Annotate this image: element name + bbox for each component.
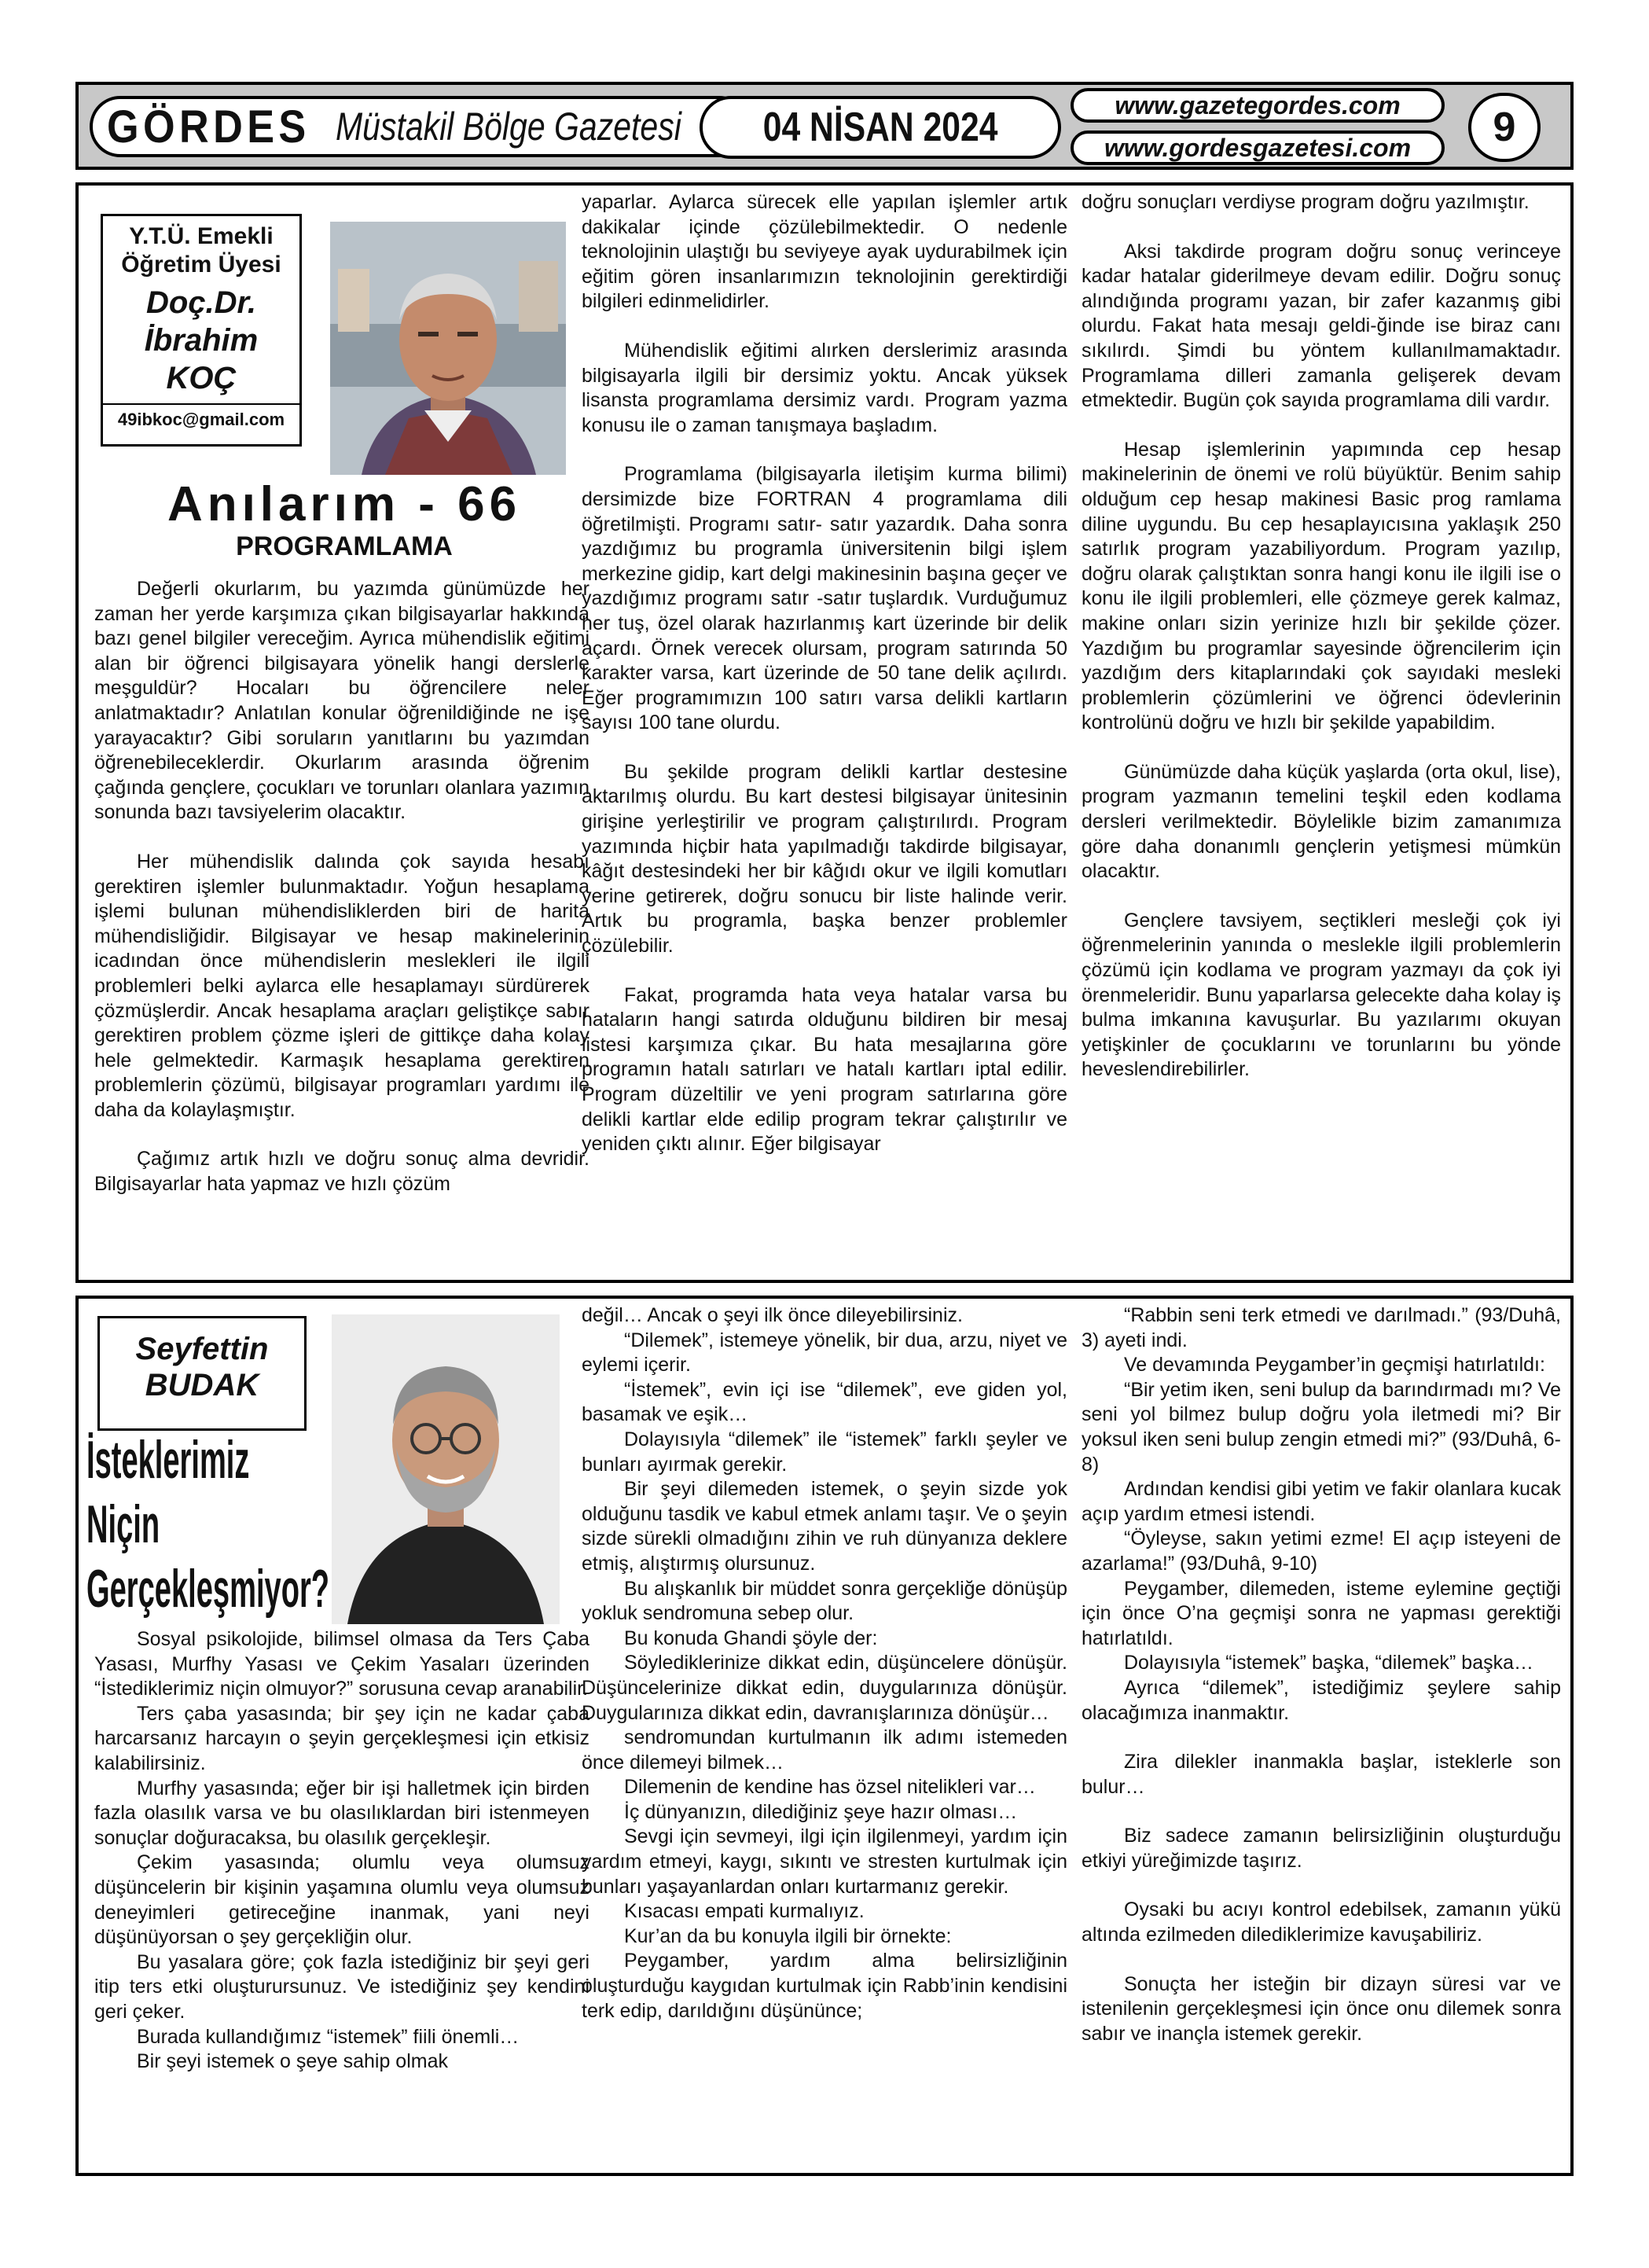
paragraph: Sevgi için sevmeyi, ilgi için ilgilenmeyi, yardım için yardım etmeyi, kaygı, sıkıntı ve stresten kurtulmak için bunları yaşayanlardan onları kurtarmanız gerekir. (582, 1825, 1067, 1898)
brand-name: GÖRDES (107, 101, 310, 153)
page-number: 9 (1468, 93, 1541, 162)
article-title-line-2: Niçin (86, 1494, 160, 1554)
paragraph: Bir şeyi dilemeden istemek, o şeyin sizde yok olduğunu tasdik ve kabul etmek anlamı taşır. Ve o şeyin sizde sürekli olmadığını zihin ve ruh dünyanıza deklere etmiş, alıştırmış olursunuz. (582, 1478, 1067, 1575)
paragraph: “Dilemek”, istemeye yönelik, bir dua, arzu, niyet ve eylemi içerir. (582, 1329, 1067, 1377)
author-photo (332, 1314, 560, 1624)
paragraph: Hesap işlemlerinin yapımında cep hesap makinelerinin de önemi ve rolü büyüktür. Benim sahip olduğum cep hesap makinesi Basic prog ramlama diline uygundu. Bu cep hesaplayıcısına yaklaşık 250 satırlık program yazabiliyordum. Program yazılıp, doğru olarak çalıştıktan sonra hangi konu ile ilgili ise o konu ile ilgili problemleri, elle çözmeye gerek kalmaz, makine onları sizin yerinize hızlı bir şekilde çözer. Yazdığım bu programlar sayesinde öğrencilerim için yazdığım ders kitaplarındaki çok sayıdaki mesleki problemlerin çözümlerini ve öğrenci ödevlerinin kontrolünü doğru ve hızlı bir şekilde yapabildim. (1082, 438, 1561, 734)
column-2 (582, 190, 1067, 1157)
paragraph: Peygamber, yardım alma belirsizliğinin oluşturduğu kaygıdan kurtulmak için Rabb’inin kendisini terk edip, darıldığını düşününce; (582, 1950, 1067, 2022)
paragraph: Aksi takdirde program doğru sonuç verinceye kadar hatalar giderilmeye devam edilir. Doğru sonuç alındığında programı yazan, bir zafer kazanmış gibi olurdu. Fakat hata mesajı geldi-ğinde ise biraz canı sıkılırdı. Şimdi bu yöntem kullanılmamaktadır. Programlama dilleri zamanla gelişerek devam etmektedir. Bugün çok sayıda programlama dili vardır. (1082, 240, 1561, 412)
paragraph: “İstemek”, evin içi ise “dilemek”, eve giden yol, basamak ve eşik… (582, 1378, 1067, 1426)
paragraph: Ters çaba yasasında; bir şey için ne kadar çaba harcarsanız harcayın o şeyin gerçekleşmesi için etkisiz kalabilirsiniz. (94, 1702, 589, 1774)
paragraph: doğru sonuçları verdiyse program doğru yazılmıştır. (1082, 191, 1530, 213)
paragraph: yaparlar. Aylarca sürecek elle yapılan işlemler artık dakikalar içinde çözülebilmektedir. O nedenle teknolojinin ulaştığı bu seviyeye ayak uydurabilmek için eğitim gören insanlarımızın teknolojinin gerektirdiği bilgileri edinmelidirler. (582, 191, 1067, 313)
column-2 (582, 1303, 1067, 2024)
paragraph: Kur’an da bu konuyla ilgili bir örnekte: (624, 1924, 952, 1947)
article-title: Anılarım - 66 (167, 477, 522, 531)
paragraph: Sosyal psikolojide, bilimsel olmasa da Ters Çaba Yasası, Murfhy Yasası ve Çekim Yasaları üzerinden “İstediklerimiz niçin olmuyor?” sorusuna cevap aranabilir. (94, 1628, 589, 1700)
author-photo (330, 222, 566, 475)
paragraph: İç dünyanızın, dilediğiniz şeye hazır olması… (624, 1800, 1018, 1823)
paragraph: Dilemenin de kendine has özsel nitelikleri var… (624, 1776, 1036, 1799)
masthead (75, 82, 1574, 170)
paragraph: Gençlere tavsiyem, seçtikleri mesleği çok iyi öğrenmelerinin yanında o meslekle ilgili problemlerin çözümü için kodlama ve program yazmayı da çok iyi örenmeleridir. Bunu yaparlarsa gelecekte daha kolay iş bulma imkanına kavuşurlar. Bu yazılarımı okuyan yetişkinler de çocuklarını ve torunlarını bu yönde heveslendirebilirler. (1082, 909, 1561, 1081)
paragraph: Bu konuda Ghandi şöyle der: (624, 1627, 878, 1649)
column-1 (94, 577, 589, 1197)
paragraph: Mühendislik eğitimi alırken derslerimiz arasında bilgisayarla ilgili bir dersimiz yoktu. Ancak yüksek lisansta programlama dersimiz vardı. Program yazma konusu ile o zaman tanışmaya başladım. (582, 339, 1067, 436)
brand-subtitle: Müstakil Bölge Gazetesi (336, 105, 682, 149)
author-box (97, 1316, 307, 1431)
paragraph: Peygamber, dilemeden, isteme eylemine geçtiği için önce O’na geçmişi sonra ne yapması gerektiği hatırlatıldı. (1082, 1577, 1561, 1649)
column-3 (1082, 190, 1561, 1083)
paragraph: Burada kullandığımız “istemek” fiili önemli… (137, 2025, 520, 2048)
paragraph: Ve devamında Peygamber’in geçmişi hatırlatıldı: (1124, 1354, 1545, 1377)
paragraph: Bu yasalara göre; çok fazla istediğiniz bir şeyi geri itip ters etki oluşturursunuz. Ve istediğiniz şey kendini geri çeker. (94, 1950, 589, 2023)
paragraph: Biz sadece zamanın belirsizliğinin oluşturduğu etkiyi yüreğimizde taşırız. (1082, 1825, 1561, 1872)
article-isteklerimiz (75, 1296, 1574, 2176)
author-name: Doç.Dr. İbrahim KOÇ (144, 285, 259, 395)
author-email[interactable]: 49ibkoc@gmail.com (103, 403, 299, 430)
paragraph: “Bir yetim iken, seni bulup da barındırmadı mı? Ve seni yol bilmez bulup doğru yola iletmedi mi? Bir yoksul iken seni bulup zengin etmedi mi?” (93/Duhâ, 6-8) (1082, 1378, 1561, 1476)
website-link-1[interactable]: www.gazetegordes.com (1071, 88, 1445, 123)
column-3 (1082, 1303, 1561, 2046)
paragraph: Değerli okurlarım, bu yazımda günümüzde her zaman her yerde karşımıza çıkan bilgisayarlar hakkında bazı genel bilgiler vereceğim. Ayrıca mühendislik eğitimi alan bir öğrenci bilgisayara yönelik hangi derslerle meşguldür? Hocaları bu öğrencilere neler anlatmaktadır? Anlatılan konular öğrenildiğinde ne işe yarayacaktır? Gibi soruların yanıtlarını bu yazımdan öğrenebileceklerdir. Okurlarım arasında öğrenim çağında gençlere, çocukları ve torunları olanlara yazımın sonunda bazı tavsiyelerim olacaktır. (94, 578, 589, 824)
author-name: Seyfettin BUDAK (135, 1332, 269, 1402)
paragraph: Fakat, programda hata veya hatalar varsa bu hataların hangi satırda olduğunu bildiren bir mesaj listesi karşımıza çıkar. Bu hata mesajlarına göre programın hatalı satırları ve hatalı kartları iptal edilir. Program düzeltilir ve yeni program satırlarına göre delikli kartlar elde edilip program tekrar çalıştırılır ve yeniden çıktı alınır. Eğer bilgisayar (582, 983, 1067, 1156)
paragraph: Bu alışkanlık bir müddet sonra gerçekliğe dönüşüp yokluk sendromuna sebep olur. (582, 1577, 1067, 1625)
paragraph: Programlama (bilgisayarla iletişim kurma bilimi) dersimizde bize FORTRAN 4 programlama dili öğretilmişti. Programı satır- satır yazardık. Daha sonra yazdığımız bu programla üniversitenin bilgi işlem merkezine gidip, kart delgi makinesinin başına geçer ve yazdığımız programı satır -satır tuşlardık. Vurduğumuz her tuş, özel olarak hazırlanmış kart üzerinde bir delik açardı. Örnek verecek olursam, program satırında 50 karakter varsa, kart üzerinde de 50 tane delik açılırdı. Eğer programımızın 100 satırı varsa delikli kartların sayısı 100 tane olurdu. (582, 463, 1067, 734)
paragraph: Dolayısıyla “dilemek” ile “istemek” farklı şeyler ve bunları ayırmak gerekir. (582, 1428, 1067, 1476)
paragraph: Günümüzde daha küçük yaşlarda (orta okul, lise), program yazmanın temelini teşkil eden kodlama dersleri verilmektedir. Böylelikle bizim zamanımıza göre daha donanımlı gençlerin yetişmesi mümkün olacaktır. (1082, 760, 1561, 883)
paragraph: Bu şekilde program delikli kartlar destesine aktarılmış olurdu. Bu kart destesi bilgisayar ünitesinin girişine yerleştirilir ve program çalıştırılırdı. Program yazımında hiçbir hata yapılmadığı takdirde bilgisayar, kâğıt destesindeki her bir kâğıdı okur ve ilgili komutları yerine getirerek, doğru sonucu bir liste halinde verir. Artık bu programla, başka benzer problemler çözülebilir. (582, 760, 1067, 958)
paragraph: Kısacası empati kurmalıyız. (624, 1900, 865, 1923)
article-title-line-3: Gerçekleşmiyor? (86, 1559, 330, 1619)
paragraph: “Rabbin seni terk etmedi ve darılmadı.” (93/Duhâ, 3) ayeti indi. (1082, 1304, 1561, 1351)
paragraph: Ardından kendisi gibi yetim ve fakir olanlara kucak açıp yardım etmesi istendi. (1082, 1478, 1561, 1525)
paragraph: Ayrıca “dilemek”, istediğimiz şeylere sahip olacağımıza inanmaktır. (1082, 1676, 1561, 1724)
author-title: Y.T.Ü. Emekli Öğretim Üyesi (121, 223, 281, 278)
website-link-2[interactable]: www.gordesgazetesi.com (1071, 130, 1445, 165)
paragraph: Murfhy yasasında; eğer bir işi halletmek için birden fazla olasılık varsa ve bu olasılıklardan biri istenmeyen sonuçlar doğuracaksa, bu olasılık gerçekleşir. (94, 1777, 589, 1849)
paragraph: Bir şeyi istemek o şeye sahip olmak (137, 2050, 448, 2073)
paragraph: Söylediklerinize dikkat edin, düşüncelere dönüşür. Düşüncelerinize dikkat edin, duygularınıza dönüşür. Duygularınıza dikkat edin, davranışlarınıza dönüşür… (582, 1652, 1067, 1724)
paragraph: değil… Ancak o şeyi ilk önce dileyebilirsiniz. (582, 1304, 963, 1326)
paragraph: sendromundan kurtulmanın ilk adımı istemeden önce dilemeyi bilmek… (582, 1726, 1067, 1774)
brand-pill (90, 96, 750, 157)
paragraph: Çekim yasasında; olumlu veya olumsuz düşüncelerin bir kişinin yaşamına olumlu veya olumsuz deneyimleri getireceğine inanmak, yani neyi düşünüyorsan o şey gerçekliğin olur. (94, 1851, 589, 1949)
paragraph: Dolayısıyla “istemek” başka, “dilemek” başka… (1124, 1652, 1533, 1674)
article-anilarim (75, 182, 1574, 1283)
paragraph: Zira dilekler inanmakla başlar, isteklerle son bulur… (1082, 1751, 1561, 1798)
paragraph: “Öyleyse, sakın yetimi ezme! El açıp isteyeni de azarlama!” (93/Duhâ, 9-10) (1082, 1527, 1561, 1575)
article-subtitle: PROGRAMLAMA (236, 531, 453, 561)
author-box (101, 214, 302, 447)
paragraph: Her mühendislik dalında çok sayıda hesabı gerektiren işlemler bulunmaktadır. Yoğun hesaplama işlemi bulunan mühendisliklerden biri de harita mühendisliğidir. Bilgisayar ve hesap makinelerinin icadından önce mühendislerin meslekleri ile ilgili problemleri belki aylarca elle hesaplamayı sürdürerek çözmüşlerdir. Ancak hesaplama araçları geliştikçe sabır gerektiren problem çözme işleri de gittikçe daha kolay hele gelmektedir. Karmaşık hesaplama gerektiren problemlerin çözümü, bilgisayar programları yardımı ile daha da kolaylaşmıştır. (94, 850, 589, 1121)
column-1 (94, 1627, 589, 2075)
paragraph: Sonuçta her isteğin bir dizayn süresi var ve istenilenin gerçekleşmesi için önce onu dilemek sonra sabır ve inançla istemek gerekir. (1082, 1972, 1561, 2045)
paragraph: Oysaki bu acıyı kontrol edebilsek, zamanın yükü altında ezilmeden dilediklerimize kavuşabiliriz. (1082, 1899, 1561, 1946)
article-title-line-1: İsteklerimiz (86, 1430, 250, 1490)
paragraph: Çağımız artık hızlı ve doğru sonuç alma devridir. Bilgisayarlar hata yapmaz ve hızlı çözüm (94, 1148, 589, 1196)
issue-date: 04 NİSAN 2024 (700, 96, 1061, 159)
